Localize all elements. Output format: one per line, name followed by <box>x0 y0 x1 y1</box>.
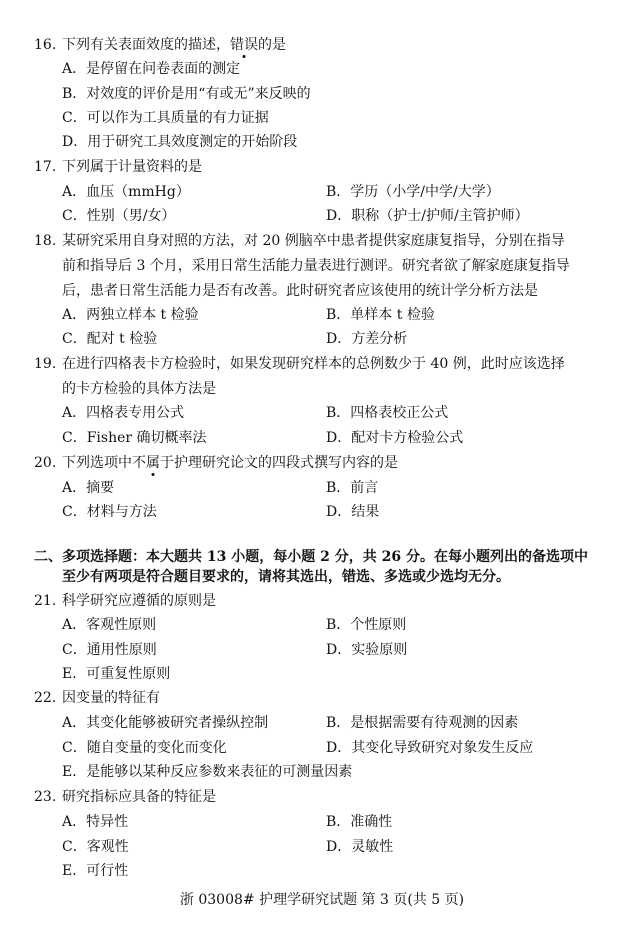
stem-part: 下列选项中 <box>62 455 132 471</box>
option: C．Fisher 确切概率法 <box>62 430 207 446</box>
option: D．灵敏性 <box>326 839 394 855</box>
emphasized-word: 错误 <box>230 37 258 53</box>
stem-part: 下列有关表面效度的描述， <box>62 37 230 53</box>
option: D．实验原则 <box>326 642 408 658</box>
option: C．随自变量的变化而变化 <box>62 740 227 756</box>
option: B．个性原则 <box>326 617 407 633</box>
option: D．配对卡方检验公式 <box>326 430 464 446</box>
option: B．四格表校正公式 <box>326 405 449 421</box>
option: A．四格表专用公式 <box>62 405 185 421</box>
page-footer: 浙 03008# 护理学研究试题 第 3 页(共 5 页) <box>179 892 465 908</box>
option: C．客观性 <box>62 839 129 855</box>
option: C．通用性原则 <box>62 642 157 658</box>
question-number: 23. <box>34 789 57 805</box>
question-number: 21. <box>34 593 57 609</box>
option: E．可重复性原则 <box>62 666 171 682</box>
option: A．摘要 <box>62 480 115 496</box>
question-stem-line: 的卡方检验的具体方法是 <box>62 381 216 397</box>
question-stem <box>62 454 398 472</box>
stem-part: 护理研究论文的四段式撰写内容的是 <box>174 455 398 471</box>
question-stem: 因变量的特征有 <box>62 690 160 706</box>
question-stem-line: 后，患者日常生活能力是否有改善。此时研究者应该使用的统计学分析方法是 <box>62 283 538 299</box>
option: C．材料与方法 <box>62 504 157 520</box>
option: C．性别（男/女） <box>62 208 176 224</box>
option: B．前言 <box>326 480 379 496</box>
question-stem-line: 在进行四格表卡方检验时，如果发现研究样本的总例数少于 40 例，此时应该选择 <box>62 356 565 372</box>
question-stem <box>62 36 286 54</box>
question-stem-line: 某研究采用自身对照的方法，对 20 例脑卒中患者提供家庭康复指导，分别在指导 <box>62 233 565 249</box>
question-number: 17. <box>34 159 57 175</box>
option: A．是停留在问卷表面的测定 <box>62 61 241 77</box>
option: E．是能够以某种反应参数来表征的可测量因素 <box>62 764 353 780</box>
question-number: 16. <box>34 37 57 53</box>
option: D．方差分析 <box>326 331 408 347</box>
option: D．其变化导致研究对象发生反应 <box>326 740 534 756</box>
option: B．对效度的评价是用“有或无”来反映的 <box>62 86 311 102</box>
option: A．客观性原则 <box>62 617 157 633</box>
option: A．其变化能够被研究者操纵控制 <box>62 715 269 731</box>
option: A．血压（mmHg） <box>62 184 190 200</box>
option: B．学历（小学/中学/大学） <box>326 184 500 200</box>
option: C．可以作为工具质量的有力证据 <box>62 110 269 126</box>
option: B．准确性 <box>326 814 393 830</box>
question-number: 20. <box>34 455 57 471</box>
section-heading-line-1: 二、多项选择题：本大题共 13 小题，每小题 2 分，共 26 分。在每小题列出的备选项中 <box>34 549 588 565</box>
option: A．特异性 <box>62 814 129 830</box>
question-stem: 研究指标应具备的特征是 <box>62 789 216 805</box>
option: C．配对 t 检验 <box>62 331 158 347</box>
question-number: 22. <box>34 690 57 706</box>
emphasized-word: 不属于 <box>132 455 174 471</box>
question-number: 19. <box>34 356 57 372</box>
option: D．结果 <box>326 504 380 520</box>
question-number: 18. <box>34 233 57 249</box>
stem-part: 的是 <box>258 37 286 53</box>
option: A．两独立样本 t 检验 <box>62 307 199 323</box>
question-stem: 科学研究应遵循的原则是 <box>62 593 216 609</box>
question-stem-line: 前和指导后 3 个月，采用日常生活能力量表进行测评。研究者欲了解家庭康复指导 <box>62 258 570 274</box>
section-heading-line-2: 至少有两项是符合题目要求的，请将其选出，错选、多选或少选均无分。 <box>62 569 510 585</box>
question-stem: 下列属于计量资料的是 <box>62 159 202 175</box>
option: D．用于研究工具效度测定的开始阶段 <box>62 134 298 150</box>
option: E．可行性 <box>62 863 129 879</box>
option: D．职称（护士/护师/主管护师） <box>326 208 529 224</box>
option: B．单样本 t 检验 <box>326 307 435 323</box>
option: B．是根据需要有待观测的因素 <box>326 715 519 731</box>
